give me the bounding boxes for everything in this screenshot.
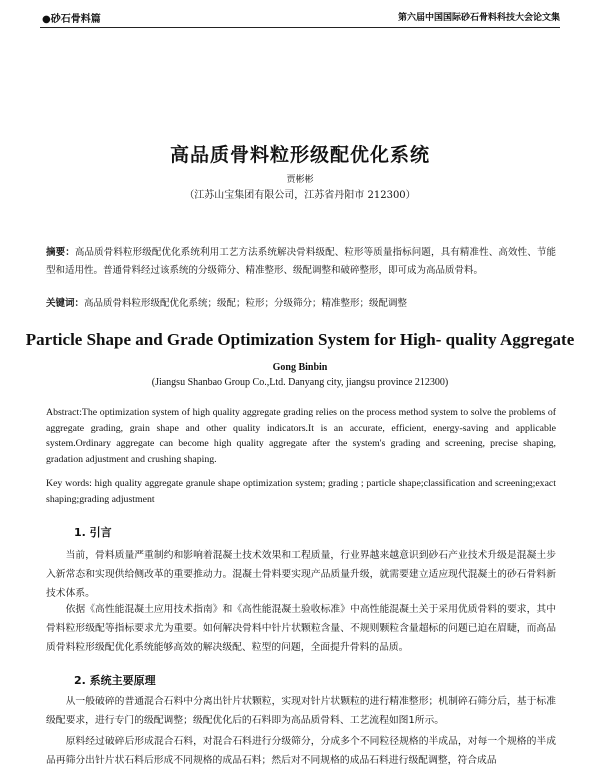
keywords-cn-label: 关键词： — [46, 298, 85, 309]
keywords-cn — [46, 295, 556, 309]
abstract-en-label: Abstract: — [46, 407, 82, 418]
abstract-en-text: The optimization system of high quality aggregate grading relies on the process method system to solve the problems of aggregate grading, grain shape and other quality indicators.It is an accurate, efficient, energy-saving and applicable system.Ordinary aggregate can become high quality aggregate after the system's grading and screening, precise shaping, gradation adjustment and crushing shaping. — [46, 407, 556, 465]
author-cn: 贾彬彬 — [286, 175, 314, 185]
keywords-en — [46, 476, 556, 507]
paper-title-en: Particle Shape and Grade Optimization System for High- quality Aggregate — [25, 330, 575, 349]
paragraph: 依据《高性能混凝土应用技术指南》和《高性能混凝土验收标准》中高性能混凝土关于采用优质骨料的要求，其中骨料粒形级配等指标要求尤为重要。如何解决骨料中针片状颗粒含量、不规则颗粒含量超标的问题已迫在眉睫，而高品质骨料粒形级配优化系统能够高效的解决级配、粒型的问题，全面提升骨料的品质。 — [46, 604, 556, 653]
abstract-cn — [46, 244, 556, 279]
paragraph: 原料经过破碎后形成混合石料，对混合石料进行分级筛分，分成多个不同粒径规格的半成品，对每一个规格的半成品再筛分出针片状石料后形成不同规格的成品石料；然后对不同规格的成品石料进行级配调整，符合成品 — [46, 736, 556, 766]
keywords-en-text: high quality aggregate granule shape optimization system; grading ; particle shape;classification and screening;exact shaping;grading adjustment — [46, 478, 556, 505]
abstract-cn-label: 摘要： — [46, 247, 75, 258]
author-en: Gong Binbin — [272, 362, 328, 373]
abstract-en — [46, 405, 556, 467]
paragraph: 从一般破碎的普通混合石料中分离出针片状颗粒，实现对针片状颗粒的进行精准整形；机制碎石筛分后，基于标准级配要求，进行专门的级配调整；级配优化后的石料即为高品质骨料、工艺流程如图1所示。 — [46, 696, 556, 726]
keywords-en-label: Key words: — [46, 478, 92, 489]
abstract-cn-text: 高品质骨料粒形级配优化系统利用工艺方法系统解决骨料级配、粒形等质量指标问题，具有精准性、高效性、节能型和适用性。普通骨料经过该系统的分级筛分、精准整形、级配调整和破碎整形，即可成为高品质骨料。 — [46, 247, 556, 276]
paragraph: 当前，骨料质量严重制约和影响着混凝土技术效果和工程质量，行业界越来越意识到砂石产业技术升级是混凝土步入新常态和实现供给侧改革的重要推动力。混凝土骨料要实现产品质量升级，就需要建立适应现代混凝土的砂石骨料新技术体系。 — [46, 550, 556, 599]
section-heading-principle: 2. 系统主要原理 — [74, 674, 156, 687]
affiliation-en: (Jiangsu Shanbao Group Co.,Ltd. Danyang city, jiangsu province 212300) — [151, 377, 449, 388]
journal-section-label: ●砂石骨料篇 — [42, 14, 101, 25]
proceedings-title: 第六届中国国际砂石骨料科技大会论文集 — [397, 13, 560, 23]
keywords-cn-text: 高品质骨料粒形级配优化系统；级配；粒形；分级筛分；精准整形；级配调整 — [84, 298, 408, 309]
section-heading-introduction: 1. 引言 — [74, 526, 112, 539]
paper-title-cn: 高品质骨料粒形级配优化系统 — [169, 144, 430, 166]
header-divider — [40, 27, 560, 28]
affiliation-cn: （江苏山宝集团有限公司，江苏省丹阳市 212300） — [184, 190, 416, 201]
